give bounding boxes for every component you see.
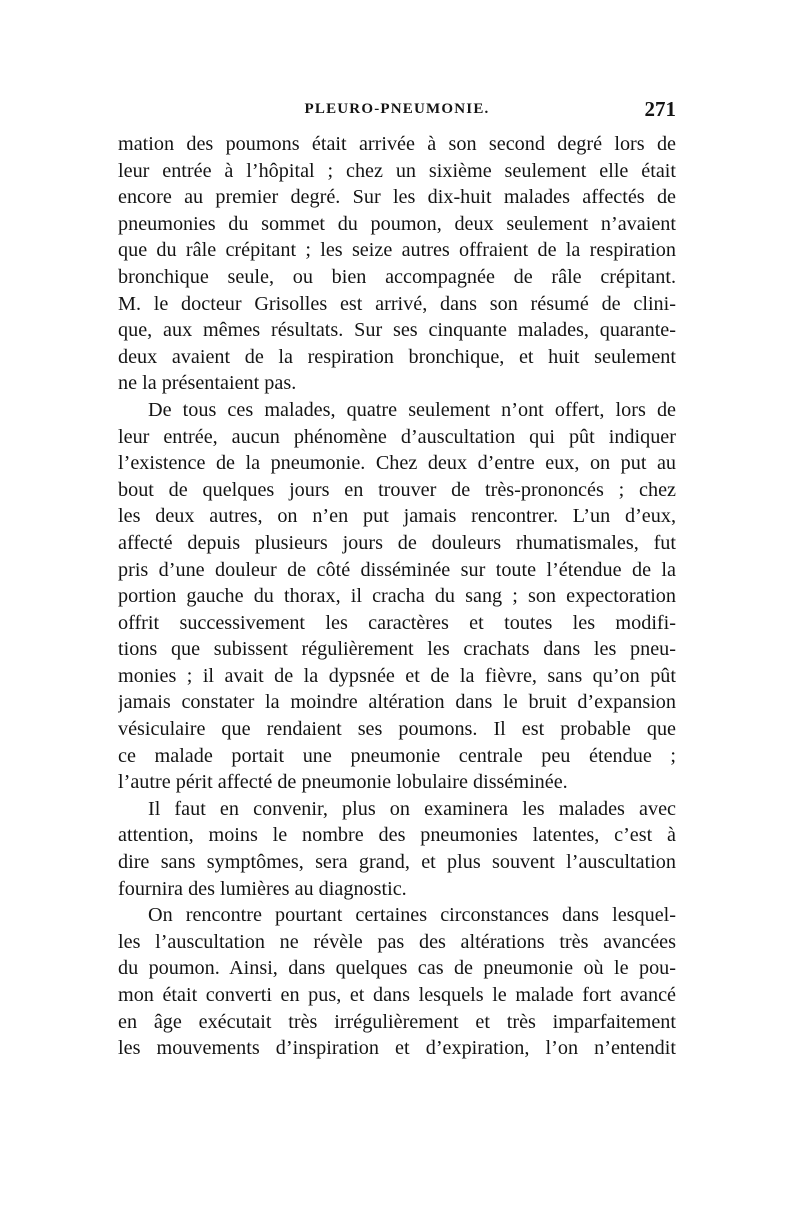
text-line: tions que subissent régulièrement les crachats dans les pneu- — [118, 638, 676, 661]
text-line: encore au premier degré. Sur les dix-huit malades affectés de — [118, 186, 676, 209]
text-line: bout de quelques jours en trouver de très-prononcés ; chez — [118, 478, 676, 501]
text-line: les l’auscultation ne révèle pas des altérations très avancées — [118, 930, 676, 953]
text-line: jamais constater la moindre altération dans le bruit d’expansion — [118, 691, 676, 714]
text-line: bronchique seule, ou bien accompagnée de râle crépitant. — [118, 265, 676, 288]
text-line: On rencontre pourtant certaines circonstances dans lesquel- — [148, 904, 676, 927]
running-head — [118, 97, 676, 123]
text-line: fournira des lumières au diagnostic. — [118, 877, 407, 900]
text-line: Il faut en convenir, plus on examinera les malades avec — [148, 797, 676, 820]
text-line: que du râle crépitant ; les seize autres offraient de la respiration — [118, 239, 676, 262]
running-title: PLEURO-PNEUMONIE. — [304, 101, 490, 117]
text-line: leur entrée à l’hôpital ; chez un sixième seulement elle était — [118, 159, 676, 182]
body-text — [118, 131, 676, 1062]
text-line: attention, moins le nombre des pneumonies latentes, c’est à — [118, 824, 676, 847]
text-line: les deux autres, on n’en put jamais rencontrer. L’un d’eux, — [118, 505, 676, 528]
text-line: ne la présentaient pas. — [118, 372, 297, 395]
text-line: monies ; il avait de la dypsnée et de la fièvre, sans qu’on pût — [118, 664, 676, 687]
text-line: l’existence de la pneumonie. Chez deux d’entre eux, on put au — [118, 452, 676, 475]
text-line: pris d’une douleur de côté disséminée sur toute l’étendue de la — [118, 558, 676, 581]
text-line: De tous ces malades, quatre seulement n’ont offert, lors de — [148, 398, 676, 421]
text-line: M. le docteur Grisolles est arrivé, dans son résumé de clini- — [118, 292, 676, 315]
text-line: leur entrée, aucun phénomène d’auscultation qui pût indiquer — [118, 425, 676, 448]
text-line: mon était converti en pus, et dans lesquels le malade fort avancé — [118, 984, 676, 1006]
text-line: portion gauche du thorax, il cracha du sang ; son expectoration — [118, 585, 676, 608]
text-line: du poumon. Ainsi, dans quelques cas de pneumonie où le pou- — [118, 957, 676, 980]
text-line: dire sans symptômes, sera grand, et plus souvent l’auscultation — [118, 851, 676, 874]
text-line: pneumonies du sommet du poumon, deux seulement n’avaient — [118, 212, 676, 235]
text-line: vésiculaire que rendaient ses poumons. Il est probable que — [118, 718, 676, 741]
text-line: les mouvements d’inspiration et d’expiration, l’on n’entendit — [118, 1037, 676, 1060]
page-number: 271 — [644, 97, 676, 121]
text-line: l’autre périt affecté de pneumonie lobulaire disséminée. — [118, 771, 568, 794]
text-line: en âge exécutait très irrégulièrement et très imparfaitement — [118, 1010, 676, 1033]
text-line: deux avaient de la respiration bronchique, et huit seulement — [118, 345, 676, 368]
text-line: mation des poumons était arrivée à son second degré lors de — [118, 133, 676, 155]
text-line: que, aux mêmes résultats. Sur ses cinquante malades, quarante- — [118, 319, 676, 342]
text-line: affecté depuis plusieurs jours de douleurs rhumatismales, fut — [118, 531, 676, 554]
text-line: ce malade portait une pneumonie centrale peu étendue ; — [118, 744, 676, 767]
text-line: offrit successivement les caractères et toutes les modifi- — [118, 611, 676, 634]
